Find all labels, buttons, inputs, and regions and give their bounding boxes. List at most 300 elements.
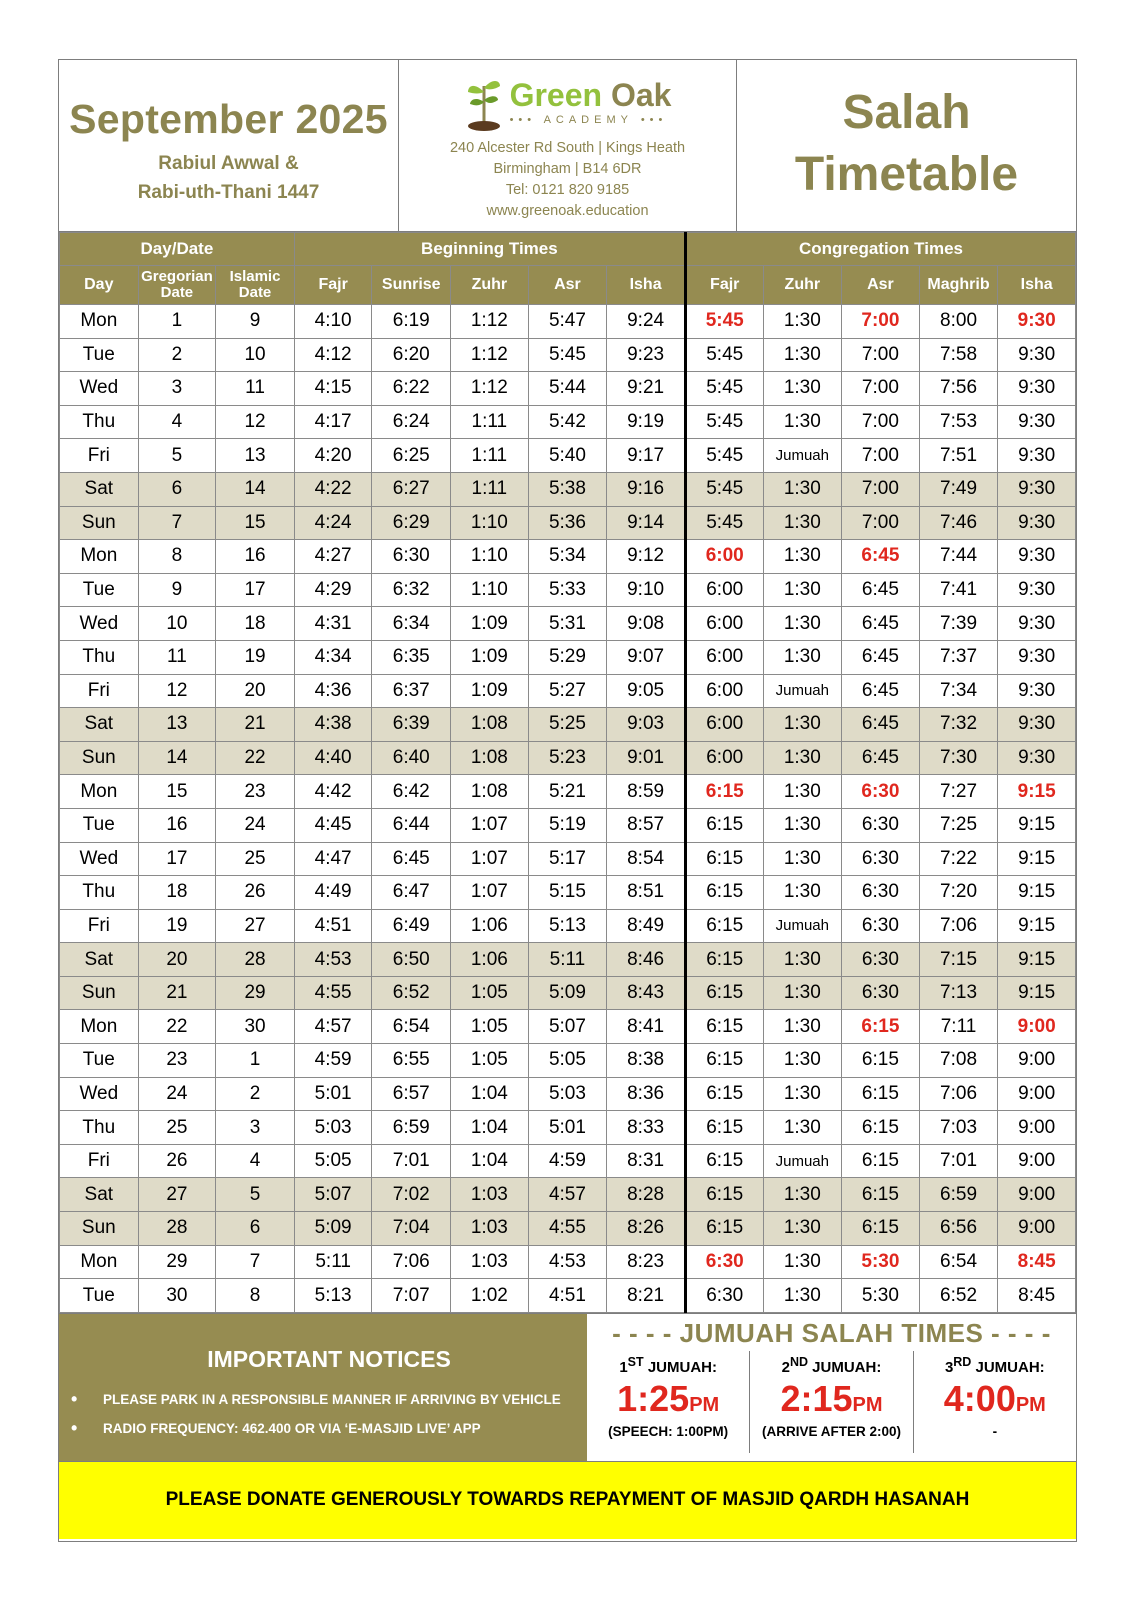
cell-begin-isha: 9:12	[607, 540, 686, 574]
col-cong-asr: Asr	[842, 266, 920, 305]
cell-day: Sat	[60, 1178, 139, 1212]
cell-islamic-date: 12	[216, 405, 295, 439]
cell-cong-zuhr: 1:30	[763, 338, 842, 372]
col-cong-fajr: Fajr	[685, 266, 763, 305]
jumuah-ampm: PM	[852, 1393, 883, 1416]
cell-begin-fajr: 5:13	[294, 1279, 372, 1313]
cell-begin-isha: 8:54	[607, 842, 686, 876]
col-begin-zuhr: Zuhr	[451, 266, 529, 305]
cell-begin-zuhr: 1:08	[451, 708, 529, 742]
cell-cong-fajr: 6:00	[685, 708, 763, 742]
cell-cong-isha: 9:00	[998, 1077, 1076, 1111]
jumuah-time	[914, 1378, 1076, 1420]
table-row	[60, 573, 1076, 607]
table-row	[60, 439, 1076, 473]
cell-day: Fri	[60, 909, 139, 943]
cell-begin-fajr: 4:31	[294, 607, 372, 641]
cell-begin-zuhr: 1:12	[451, 305, 529, 339]
cell-begin-zuhr: 1:08	[451, 775, 529, 809]
cell-gregorian-date: 7	[138, 506, 216, 540]
cell-begin-asr: 5:01	[528, 1111, 607, 1145]
cell-begin-fajr: 4:38	[294, 708, 372, 742]
cell-cong-isha: 9:30	[998, 506, 1076, 540]
cell-begin-fajr: 4:27	[294, 540, 372, 574]
col-begin-sunrise: Sunrise	[372, 266, 451, 305]
table-row	[60, 708, 1076, 742]
cell-cong-isha: 9:30	[998, 674, 1076, 708]
notices-list	[71, 1385, 587, 1443]
cell-begin-asr: 5:29	[528, 640, 607, 674]
cell-cong-zuhr: 1:30	[763, 472, 842, 506]
cell-cong-fajr: 5:45	[685, 372, 763, 406]
cell-begin-isha: 9:24	[607, 305, 686, 339]
jumuah-label	[750, 1355, 912, 1376]
jumuah-time	[750, 1378, 912, 1420]
header	[59, 60, 1076, 232]
cell-cong-isha: 9:30	[998, 607, 1076, 641]
table-row	[60, 1044, 1076, 1078]
cell-cong-maghrib: 8:00	[919, 305, 998, 339]
jumuah-ampm: PM	[689, 1393, 720, 1416]
cell-begin-zuhr: 1:10	[451, 573, 529, 607]
cell-cong-fajr: 6:30	[685, 1245, 763, 1279]
table-row	[60, 674, 1076, 708]
cell-day: Sat	[60, 708, 139, 742]
cell-begin-fajr: 4:55	[294, 976, 372, 1010]
cell-gregorian-date: 18	[138, 876, 216, 910]
cell-begin-asr: 5:03	[528, 1077, 607, 1111]
cell-cong-zuhr: 1:30	[763, 372, 842, 406]
cell-day: Thu	[60, 876, 139, 910]
cell-begin-asr: 5:13	[528, 909, 607, 943]
cell-islamic-date: 5	[216, 1178, 295, 1212]
jumuah-label-text: JUMUAH:	[643, 1358, 717, 1376]
cell-cong-asr: 6:45	[842, 607, 920, 641]
hijri-line-2: Rabi-uth-Thani 1447	[137, 182, 320, 203]
header-title-block	[737, 60, 1076, 231]
group-day-date: Day/Date	[60, 233, 295, 266]
cell-begin-isha: 9:14	[607, 506, 686, 540]
table-row	[60, 909, 1076, 943]
cell-cong-maghrib: 7:39	[919, 607, 998, 641]
cell-begin-zuhr: 1:04	[451, 1111, 529, 1145]
table-row	[60, 1245, 1076, 1279]
cell-begin-isha: 8:28	[607, 1178, 686, 1212]
cell-begin-asr: 5:15	[528, 876, 607, 910]
cell-begin-asr: 5:23	[528, 741, 607, 775]
cell-cong-zuhr: Jumuah	[763, 439, 842, 473]
cell-cong-isha: 9:30	[998, 540, 1076, 574]
cell-cong-fajr: 6:00	[685, 741, 763, 775]
jumuah-times	[587, 1314, 1076, 1461]
cell-begin-isha: 9:23	[607, 338, 686, 372]
cell-cong-zuhr: 1:30	[763, 976, 842, 1010]
cell-cong-isha: 9:15	[998, 909, 1076, 943]
cell-cong-asr: 6:15	[842, 1044, 920, 1078]
cell-day: Mon	[60, 305, 139, 339]
cell-begin-fajr: 4:15	[294, 372, 372, 406]
cell-cong-fajr: 5:45	[685, 405, 763, 439]
cell-cong-isha: 9:30	[998, 405, 1076, 439]
cell-begin-asr: 5:47	[528, 305, 607, 339]
hijri-line-1: Rabiul Awwal &	[158, 153, 299, 174]
cell-day: Sat	[60, 472, 139, 506]
cell-cong-maghrib: 7:08	[919, 1044, 998, 1078]
col-cong-isha: Isha	[998, 266, 1076, 305]
cell-cong-zuhr: 1:30	[763, 1279, 842, 1313]
cell-begin-asr: 5:17	[528, 842, 607, 876]
cell-cong-isha: 9:00	[998, 1212, 1076, 1246]
cell-day: Mon	[60, 1245, 139, 1279]
cell-cong-maghrib: 6:54	[919, 1245, 998, 1279]
cell-cong-fajr: 6:00	[685, 607, 763, 641]
jumuah-num: 2	[781, 1358, 790, 1376]
table-row	[60, 976, 1076, 1010]
cell-cong-zuhr: 1:30	[763, 1245, 842, 1279]
cell-islamic-date: 30	[216, 1010, 295, 1044]
cell-day: Sun	[60, 741, 139, 775]
cell-day: Tue	[60, 338, 139, 372]
cell-gregorian-date: 25	[138, 1111, 216, 1145]
cell-begin-asr: 5:07	[528, 1010, 607, 1044]
cell-cong-asr: 6:15	[842, 1010, 920, 1044]
cell-begin-isha: 8:36	[607, 1077, 686, 1111]
cell-day: Thu	[60, 405, 139, 439]
cell-cong-isha: 9:00	[998, 1111, 1076, 1145]
cell-gregorian-date: 12	[138, 674, 216, 708]
cell-begin-zuhr: 1:12	[451, 372, 529, 406]
cell-begin-sunrise: 6:27	[372, 472, 451, 506]
cell-cong-asr: 7:00	[842, 305, 920, 339]
cell-begin-sunrise: 6:47	[372, 876, 451, 910]
cell-cong-fajr: 5:45	[685, 305, 763, 339]
cell-begin-isha: 8:23	[607, 1245, 686, 1279]
cell-cong-asr: 6:45	[842, 540, 920, 574]
cell-begin-sunrise: 6:37	[372, 674, 451, 708]
table-row	[60, 943, 1076, 977]
cell-begin-isha: 9:16	[607, 472, 686, 506]
cell-begin-isha: 9:03	[607, 708, 686, 742]
jumuah-time-value: 1:25	[617, 1377, 690, 1419]
jumuah-ordinal: RD	[953, 1354, 972, 1369]
timetable-page	[58, 59, 1077, 1542]
col-greg-line-2: Date	[160, 284, 194, 301]
col-cong-zuhr: Zuhr	[763, 266, 842, 305]
cell-gregorian-date: 6	[138, 472, 216, 506]
hijri-months	[59, 149, 398, 207]
jumuah-label	[587, 1355, 749, 1376]
cell-begin-zuhr: 1:07	[451, 808, 529, 842]
phone: Tel: 0121 820 9185	[505, 182, 630, 198]
jumuah-note: -	[992, 1423, 998, 1439]
jumuah-session-1	[587, 1351, 750, 1453]
cell-islamic-date: 1	[216, 1044, 295, 1078]
cell-begin-isha: 8:38	[607, 1044, 686, 1078]
cell-day: Sat	[60, 943, 139, 977]
cell-islamic-date: 4	[216, 1144, 295, 1178]
cell-cong-fajr: 6:15	[685, 1044, 763, 1078]
cell-begin-asr: 5:11	[528, 943, 607, 977]
cell-begin-fajr: 4:17	[294, 405, 372, 439]
cell-cong-asr: 7:00	[842, 338, 920, 372]
cell-cong-isha: 9:15	[998, 876, 1076, 910]
cell-cong-fajr: 6:15	[685, 1212, 763, 1246]
cell-begin-sunrise: 6:42	[372, 775, 451, 809]
cell-begin-asr: 4:51	[528, 1279, 607, 1313]
cell-cong-asr: 6:15	[842, 1144, 920, 1178]
group-header-row	[60, 233, 1076, 266]
cell-begin-zuhr: 1:06	[451, 909, 529, 943]
cell-cong-fajr: 6:15	[685, 1111, 763, 1145]
website: www.greenoak.education	[486, 203, 649, 219]
cell-gregorian-date: 23	[138, 1044, 216, 1078]
cell-begin-zuhr: 1:09	[451, 674, 529, 708]
cell-cong-maghrib: 7:44	[919, 540, 998, 574]
cell-cong-maghrib: 7:32	[919, 708, 998, 742]
cell-cong-asr: 6:45	[842, 573, 920, 607]
cell-cong-maghrib: 7:34	[919, 674, 998, 708]
cell-begin-asr: 5:21	[528, 775, 607, 809]
cell-cong-maghrib: 7:13	[919, 976, 998, 1010]
group-congregation-times: Congregation Times	[685, 233, 1075, 266]
cell-cong-fajr: 6:15	[685, 876, 763, 910]
table-row	[60, 372, 1076, 406]
cell-begin-isha: 9:19	[607, 405, 686, 439]
cell-begin-sunrise: 6:52	[372, 976, 451, 1010]
cell-cong-isha: 9:30	[998, 640, 1076, 674]
col-cong-maghrib: Maghrib	[919, 266, 998, 305]
cell-begin-asr: 5:27	[528, 674, 607, 708]
cell-begin-isha: 8:43	[607, 976, 686, 1010]
cell-begin-fajr: 4:22	[294, 472, 372, 506]
cell-cong-isha: 8:45	[998, 1245, 1076, 1279]
cell-islamic-date: 26	[216, 876, 295, 910]
cell-cong-fajr: 5:45	[685, 472, 763, 506]
cell-begin-zuhr: 1:11	[451, 439, 529, 473]
cell-cong-maghrib: 7:46	[919, 506, 998, 540]
cell-begin-zuhr: 1:09	[451, 640, 529, 674]
cell-cong-maghrib: 7:30	[919, 741, 998, 775]
cell-begin-isha: 9:05	[607, 674, 686, 708]
col-isl-line-1: Islamic	[229, 268, 281, 285]
cell-cong-asr: 6:15	[842, 1178, 920, 1212]
cell-begin-fajr: 4:42	[294, 775, 372, 809]
cell-cong-asr: 6:30	[842, 808, 920, 842]
cell-cong-zuhr: 1:30	[763, 775, 842, 809]
cell-gregorian-date: 21	[138, 976, 216, 1010]
table-row	[60, 1178, 1076, 1212]
timetable	[59, 232, 1076, 1313]
cell-begin-zuhr: 1:05	[451, 976, 529, 1010]
cell-gregorian-date: 9	[138, 573, 216, 607]
cell-gregorian-date: 8	[138, 540, 216, 574]
cell-cong-isha: 9:00	[998, 1044, 1076, 1078]
cell-cong-zuhr: 1:30	[763, 640, 842, 674]
cell-begin-zuhr: 1:10	[451, 506, 529, 540]
cell-cong-maghrib: 7:37	[919, 640, 998, 674]
table-row	[60, 1144, 1076, 1178]
cell-begin-isha: 9:07	[607, 640, 686, 674]
cell-cong-asr: 6:30	[842, 909, 920, 943]
col-day: Day	[60, 266, 139, 305]
cell-cong-isha: 9:30	[998, 439, 1076, 473]
cell-cong-zuhr: 1:30	[763, 607, 842, 641]
cell-cong-isha: 9:30	[998, 573, 1076, 607]
cell-begin-isha: 8:31	[607, 1144, 686, 1178]
cell-islamic-date: 24	[216, 808, 295, 842]
cell-cong-asr: 6:45	[842, 674, 920, 708]
cell-islamic-date: 20	[216, 674, 295, 708]
cell-begin-isha: 9:10	[607, 573, 686, 607]
cell-cong-isha: 9:15	[998, 842, 1076, 876]
cell-islamic-date: 28	[216, 943, 295, 977]
table-row	[60, 876, 1076, 910]
jumuah-note: (SPEECH: 1:00PM)	[608, 1423, 729, 1439]
cell-cong-zuhr: 1:30	[763, 1111, 842, 1145]
cell-islamic-date: 23	[216, 775, 295, 809]
cell-cong-fajr: 6:15	[685, 909, 763, 943]
cell-begin-fajr: 4:34	[294, 640, 372, 674]
cell-begin-sunrise: 6:24	[372, 405, 451, 439]
cell-cong-maghrib: 7:01	[919, 1144, 998, 1178]
cell-cong-zuhr: 1:30	[763, 506, 842, 540]
cell-cong-fajr: 6:30	[685, 1279, 763, 1313]
tree-sapling-icon	[464, 72, 504, 132]
cell-begin-fajr: 4:59	[294, 1044, 372, 1078]
table-row	[60, 1279, 1076, 1313]
cell-cong-maghrib: 7:58	[919, 338, 998, 372]
cell-islamic-date: 27	[216, 909, 295, 943]
cell-cong-isha: 9:00	[998, 1144, 1076, 1178]
cell-cong-zuhr: 1:30	[763, 876, 842, 910]
cell-cong-maghrib: 7:15	[919, 943, 998, 977]
cell-begin-isha: 8:33	[607, 1111, 686, 1145]
cell-gregorian-date: 16	[138, 808, 216, 842]
table-row	[60, 338, 1076, 372]
cell-begin-asr: 5:25	[528, 708, 607, 742]
cell-gregorian-date: 3	[138, 372, 216, 406]
cell-cong-isha: 9:30	[998, 472, 1076, 506]
cell-day: Wed	[60, 372, 139, 406]
cell-gregorian-date: 28	[138, 1212, 216, 1246]
cell-cong-asr: 7:00	[842, 405, 920, 439]
cell-begin-asr: 5:05	[528, 1044, 607, 1078]
jumuah-num: 1	[619, 1358, 628, 1376]
cell-cong-asr: 7:00	[842, 439, 920, 473]
cell-cong-fajr: 6:00	[685, 640, 763, 674]
cell-cong-zuhr: 1:30	[763, 808, 842, 842]
cell-begin-asr: 5:31	[528, 607, 607, 641]
column-header-row	[60, 266, 1076, 305]
cell-day: Wed	[60, 607, 139, 641]
header-logo-block	[399, 60, 737, 231]
cell-begin-fajr: 4:36	[294, 674, 372, 708]
cell-cong-fajr: 6:00	[685, 573, 763, 607]
cell-day: Wed	[60, 1077, 139, 1111]
cell-cong-asr: 6:30	[842, 775, 920, 809]
cell-cong-maghrib: 7:06	[919, 909, 998, 943]
cell-day: Mon	[60, 1010, 139, 1044]
cell-islamic-date: 29	[216, 976, 295, 1010]
cell-begin-isha: 8:51	[607, 876, 686, 910]
table-row	[60, 1077, 1076, 1111]
cell-begin-fajr: 4:53	[294, 943, 372, 977]
cell-begin-zuhr: 1:03	[451, 1212, 529, 1246]
table-row	[60, 305, 1076, 339]
cell-gregorian-date: 19	[138, 909, 216, 943]
page-title	[737, 82, 1076, 206]
cell-gregorian-date: 29	[138, 1245, 216, 1279]
cell-cong-zuhr: Jumuah	[763, 909, 842, 943]
cell-begin-isha: 8:26	[607, 1212, 686, 1246]
cell-begin-fajr: 5:07	[294, 1178, 372, 1212]
cell-cong-zuhr: 1:30	[763, 405, 842, 439]
cell-islamic-date: 18	[216, 607, 295, 641]
cell-day: Sun	[60, 506, 139, 540]
cell-begin-fajr: 4:24	[294, 506, 372, 540]
cell-islamic-date: 16	[216, 540, 295, 574]
cell-cong-fajr: 5:45	[685, 439, 763, 473]
cell-begin-isha: 9:08	[607, 607, 686, 641]
cell-begin-fajr: 4:10	[294, 305, 372, 339]
cell-begin-fajr: 5:05	[294, 1144, 372, 1178]
cell-cong-isha: 9:15	[998, 943, 1076, 977]
cell-begin-zuhr: 1:12	[451, 338, 529, 372]
cell-begin-sunrise: 6:35	[372, 640, 451, 674]
jumuah-time	[587, 1378, 749, 1420]
cell-begin-sunrise: 7:01	[372, 1144, 451, 1178]
cell-begin-fajr: 5:09	[294, 1212, 372, 1246]
cell-cong-isha: 9:30	[998, 305, 1076, 339]
cell-islamic-date: 15	[216, 506, 295, 540]
cell-islamic-date: 6	[216, 1212, 295, 1246]
cell-gregorian-date: 4	[138, 405, 216, 439]
cell-cong-fajr: 6:15	[685, 1010, 763, 1044]
cell-begin-sunrise: 6:55	[372, 1044, 451, 1078]
cell-begin-fajr: 4:47	[294, 842, 372, 876]
logo-text	[510, 78, 672, 126]
cell-begin-zuhr: 1:11	[451, 405, 529, 439]
cell-islamic-date: 21	[216, 708, 295, 742]
cell-begin-zuhr: 1:02	[451, 1279, 529, 1313]
cell-begin-isha: 8:49	[607, 909, 686, 943]
table-row	[60, 540, 1076, 574]
cell-cong-zuhr: 1:30	[763, 1212, 842, 1246]
cell-cong-fajr: 6:15	[685, 1178, 763, 1212]
cell-cong-fajr: 5:45	[685, 338, 763, 372]
cell-begin-zuhr: 1:09	[451, 607, 529, 641]
group-beginning-times: Beginning Times	[294, 233, 685, 266]
cell-cong-zuhr: 1:30	[763, 540, 842, 574]
cell-begin-isha: 9:21	[607, 372, 686, 406]
cell-gregorian-date: 24	[138, 1077, 216, 1111]
jumuah-num: 3	[944, 1358, 954, 1376]
cell-cong-zuhr: Jumuah	[763, 674, 842, 708]
cell-begin-fajr: 4:12	[294, 338, 372, 372]
cell-gregorian-date: 22	[138, 1010, 216, 1044]
timetable-body	[60, 305, 1076, 1313]
cell-begin-fajr: 4:51	[294, 909, 372, 943]
cell-cong-asr: 6:30	[842, 976, 920, 1010]
cell-begin-asr: 4:57	[528, 1178, 607, 1212]
jumuah-ampm: PM	[1015, 1393, 1046, 1416]
cell-begin-sunrise: 6:19	[372, 305, 451, 339]
cell-begin-zuhr: 1:06	[451, 943, 529, 977]
cell-cong-fajr: 6:15	[685, 976, 763, 1010]
cell-begin-asr: 5:19	[528, 808, 607, 842]
cell-cong-isha: 9:00	[998, 1010, 1076, 1044]
cell-cong-asr: 7:00	[842, 506, 920, 540]
